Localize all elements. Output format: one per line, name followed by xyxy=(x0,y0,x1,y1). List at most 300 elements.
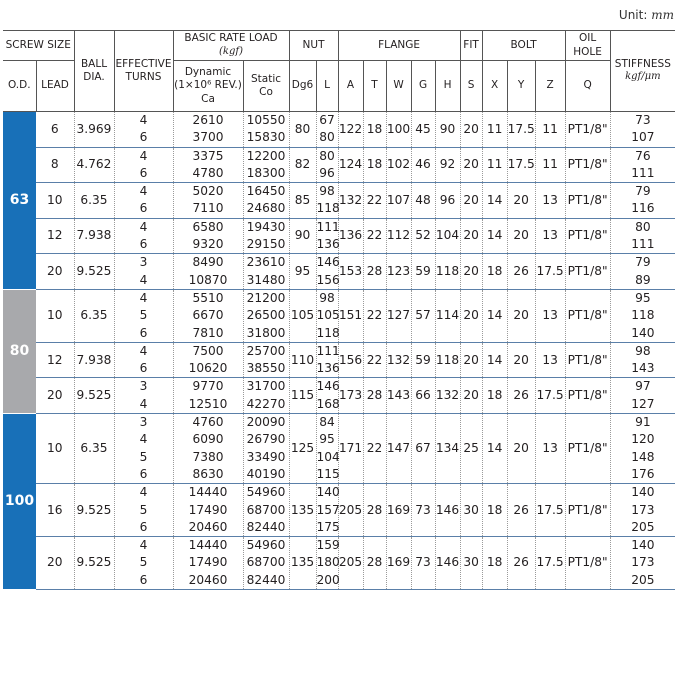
cell-line: 205 xyxy=(631,572,655,587)
cell-lead: 8 xyxy=(36,147,74,183)
cell-w: 100 xyxy=(386,112,411,148)
cell-line: 136 xyxy=(316,237,340,252)
cell-l xyxy=(316,537,338,590)
cell-line: 3 xyxy=(139,379,148,394)
cell-turns xyxy=(114,484,173,537)
header-bolt: BOLT xyxy=(482,31,565,61)
header-nut: NUT xyxy=(289,31,338,61)
cell-ball: 6.35 xyxy=(74,289,114,342)
cell-a: 173 xyxy=(338,378,363,414)
cell-turns xyxy=(114,147,173,183)
header-od: O.D. xyxy=(3,61,36,112)
cell-line: 79 xyxy=(635,184,651,199)
cell-line: 31480 xyxy=(246,272,286,287)
cell-h: 118 xyxy=(435,254,460,290)
cell-line: 111 xyxy=(631,165,655,180)
cell-q: PT1/8" xyxy=(565,378,610,414)
cell-y: 26 xyxy=(507,484,535,537)
cell-line: 7110 xyxy=(192,201,224,216)
cell-ball: 9.525 xyxy=(74,378,114,414)
cell-line: 73 xyxy=(635,113,651,127)
cell-t: 28 xyxy=(363,378,386,414)
cell-dyn xyxy=(173,537,243,590)
cell-turns xyxy=(114,112,173,148)
unit-prefix: Unit: xyxy=(618,8,648,22)
cell-stat xyxy=(243,342,289,378)
cell-g: 59 xyxy=(411,254,435,290)
cell-a: 153 xyxy=(338,254,363,290)
cell-line: 9320 xyxy=(192,237,224,252)
header-static: Static Co xyxy=(243,61,289,112)
cell-line: 98 xyxy=(635,343,651,358)
cell-z: 13 xyxy=(535,342,565,378)
cell-line: 4760 xyxy=(192,415,224,430)
cell-y: 20 xyxy=(507,342,535,378)
cell-line: 4 xyxy=(139,396,148,411)
cell-line: 2610 xyxy=(192,113,224,127)
cell-line: 80 xyxy=(319,130,335,145)
cell-line: 118 xyxy=(316,325,340,340)
cell-l xyxy=(316,342,338,378)
cell-dyn xyxy=(173,254,243,290)
cell-stat xyxy=(243,112,289,148)
cell-stat xyxy=(243,254,289,290)
cell-s: 20 xyxy=(460,218,482,254)
cell-stiff xyxy=(610,289,675,342)
cell-dg6: 85 xyxy=(289,183,316,219)
cell-line: 120 xyxy=(631,432,655,447)
cell-line: 6 xyxy=(139,361,148,376)
cell-z: 17.5 xyxy=(535,484,565,537)
cell-y: 20 xyxy=(507,289,535,342)
ball-screw-spec-table xyxy=(3,30,675,590)
header-flange: FLANGE xyxy=(338,31,460,61)
cell-stiff xyxy=(610,484,675,537)
cell-s: 20 xyxy=(460,378,482,414)
cell-g: 66 xyxy=(411,378,435,414)
cell-lead: 10 xyxy=(36,289,74,342)
table-row xyxy=(3,147,675,183)
cell-z: 13 xyxy=(535,218,565,254)
cell-lead: 10 xyxy=(36,183,74,219)
cell-line: 4 xyxy=(139,343,148,358)
cell-dyn xyxy=(173,183,243,219)
cell-dg6: 135 xyxy=(289,537,316,590)
cell-lead: 12 xyxy=(36,342,74,378)
cell-s: 30 xyxy=(460,537,482,590)
cell-line: 148 xyxy=(631,449,655,464)
cell-line: 3375 xyxy=(192,148,224,163)
cell-line: 3 xyxy=(139,255,148,270)
cell-line: 79 xyxy=(635,255,651,270)
cell-line: 26500 xyxy=(246,308,286,323)
cell-x: 18 xyxy=(482,484,507,537)
cell-line: 140 xyxy=(316,485,340,500)
header-s: S xyxy=(460,61,482,112)
cell-line: 15830 xyxy=(246,130,286,145)
cell-line: 10870 xyxy=(188,272,228,287)
header-h: H xyxy=(435,61,460,112)
cell-line: 19430 xyxy=(246,219,286,234)
header-x: X xyxy=(482,61,507,112)
cell-ball: 7.938 xyxy=(74,342,114,378)
cell-ball: 9.525 xyxy=(74,537,114,590)
cell-x: 14 xyxy=(482,414,507,484)
cell-t: 18 xyxy=(363,112,386,148)
cell-stiff xyxy=(610,537,675,590)
cell-line: 12200 xyxy=(246,148,286,163)
cell-x: 14 xyxy=(482,342,507,378)
cell-dyn xyxy=(173,342,243,378)
cell-a: 132 xyxy=(338,183,363,219)
cell-turns xyxy=(114,218,173,254)
cell-stat xyxy=(243,484,289,537)
cell-line: 4 xyxy=(139,432,148,447)
cell-line: 3 xyxy=(139,415,148,430)
header-l: L xyxy=(316,61,338,112)
cell-stat xyxy=(243,218,289,254)
cell-line: 6 xyxy=(139,572,148,587)
cell-line: 16450 xyxy=(246,184,286,199)
cell-line: 68700 xyxy=(246,502,286,517)
cell-line: 4 xyxy=(139,290,148,305)
cell-stiff xyxy=(610,183,675,219)
cell-l xyxy=(316,254,338,290)
table-row xyxy=(3,183,675,219)
cell-line: 12510 xyxy=(188,396,228,411)
cell-w: 147 xyxy=(386,414,411,484)
cell-line: 7500 xyxy=(192,343,224,358)
cell-line: 140 xyxy=(631,538,655,553)
cell-line: 6 xyxy=(139,130,148,145)
cell-line: 5 xyxy=(139,555,148,570)
cell-line: 10620 xyxy=(188,361,228,376)
cell-line: 89 xyxy=(635,272,651,287)
cell-h: 90 xyxy=(435,112,460,148)
cell-a: 136 xyxy=(338,218,363,254)
cell-line: 14440 xyxy=(188,538,228,553)
cell-line: 4 xyxy=(139,538,148,553)
cell-line: 82440 xyxy=(246,519,286,534)
cell-g: 52 xyxy=(411,218,435,254)
cell-y: 26 xyxy=(507,537,535,590)
cell-q: PT1/8" xyxy=(565,537,610,590)
cell-line: 31800 xyxy=(246,325,286,340)
cell-x: 14 xyxy=(482,183,507,219)
cell-line: 104 xyxy=(316,449,340,464)
cell-line: 7810 xyxy=(192,325,224,340)
cell-l xyxy=(316,183,338,219)
cell-a: 122 xyxy=(338,112,363,148)
cell-a: 205 xyxy=(338,484,363,537)
cell-h: 92 xyxy=(435,147,460,183)
cell-h: 146 xyxy=(435,537,460,590)
cell-z: 13 xyxy=(535,414,565,484)
header-ball-dia: BALL DIA. xyxy=(74,31,114,112)
cell-line: 146 xyxy=(316,255,340,270)
cell-y: 20 xyxy=(507,183,535,219)
header-q: Q xyxy=(565,61,610,112)
cell-y: 17.5 xyxy=(507,147,535,183)
cell-q: PT1/8" xyxy=(565,218,610,254)
cell-line: 5 xyxy=(139,449,148,464)
cell-dg6: 95 xyxy=(289,254,316,290)
cell-stiff xyxy=(610,112,675,148)
cell-q: PT1/8" xyxy=(565,342,610,378)
cell-line: 33490 xyxy=(246,449,286,464)
cell-line: 6670 xyxy=(192,308,224,323)
cell-stat xyxy=(243,414,289,484)
cell-line: 200 xyxy=(316,572,340,587)
od-cell: 100 xyxy=(3,414,36,590)
cell-y: 17.5 xyxy=(507,112,535,148)
cell-t: 18 xyxy=(363,147,386,183)
cell-q: PT1/8" xyxy=(565,289,610,342)
header-effective-turns: EFFECTIVE TURNS xyxy=(114,31,173,112)
cell-line: 23610 xyxy=(246,255,286,270)
header-t: T xyxy=(363,61,386,112)
header-screw-size: SCREW SIZE xyxy=(3,31,74,61)
cell-line: 6580 xyxy=(192,219,224,234)
cell-line: 97 xyxy=(635,379,651,394)
cell-dg6: 80 xyxy=(289,112,316,148)
cell-line: 168 xyxy=(316,396,340,411)
cell-s: 20 xyxy=(460,342,482,378)
cell-line: 3700 xyxy=(192,130,224,145)
cell-line: 140 xyxy=(631,325,655,340)
cell-line: 127 xyxy=(631,396,655,411)
cell-q: PT1/8" xyxy=(565,183,610,219)
cell-line: 84 xyxy=(319,415,335,430)
cell-line: 98 xyxy=(319,184,335,199)
cell-turns xyxy=(114,414,173,484)
cell-line: 5 xyxy=(139,308,148,323)
cell-x: 14 xyxy=(482,289,507,342)
cell-line: 6 xyxy=(139,237,148,252)
cell-line: 146 xyxy=(316,379,340,394)
cell-a: 205 xyxy=(338,537,363,590)
cell-stiff xyxy=(610,218,675,254)
cell-line: 42270 xyxy=(246,396,286,411)
cell-t: 28 xyxy=(363,484,386,537)
cell-line: 111 xyxy=(316,343,340,358)
cell-s: 20 xyxy=(460,254,482,290)
cell-line: 173 xyxy=(631,555,655,570)
cell-line: 175 xyxy=(316,519,340,534)
table-body xyxy=(3,112,675,590)
cell-turns xyxy=(114,342,173,378)
cell-g: 45 xyxy=(411,112,435,148)
cell-line: 6090 xyxy=(192,432,224,447)
cell-line: 5 xyxy=(139,502,148,517)
cell-line: 9770 xyxy=(192,379,224,394)
cell-dg6: 90 xyxy=(289,218,316,254)
cell-l xyxy=(316,378,338,414)
cell-t: 28 xyxy=(363,254,386,290)
cell-q: PT1/8" xyxy=(565,254,610,290)
cell-q: PT1/8" xyxy=(565,414,610,484)
cell-l xyxy=(316,147,338,183)
header-fit: FIT xyxy=(460,31,482,61)
cell-h: 118 xyxy=(435,342,460,378)
cell-line: 25700 xyxy=(246,343,286,358)
cell-ball: 3.969 xyxy=(74,112,114,148)
cell-line: 17490 xyxy=(188,502,228,517)
header-a: A xyxy=(338,61,363,112)
cell-line: 24680 xyxy=(246,201,286,216)
cell-line: 98 xyxy=(319,290,335,305)
cell-line: 10550 xyxy=(246,113,286,127)
cell-line: 115 xyxy=(316,466,340,481)
header-oil-hole: OIL HOLE xyxy=(565,31,610,61)
cell-h: 96 xyxy=(435,183,460,219)
cell-line: 107 xyxy=(631,130,655,145)
cell-line: 6 xyxy=(139,201,148,216)
table-header xyxy=(3,31,675,112)
cell-dyn xyxy=(173,112,243,148)
cell-w: 107 xyxy=(386,183,411,219)
cell-line: 6 xyxy=(139,519,148,534)
cell-g: 46 xyxy=(411,147,435,183)
cell-x: 14 xyxy=(482,218,507,254)
cell-q: PT1/8" xyxy=(565,112,610,148)
header-basic-rate-load: BASIC RATE LOAD (kgf) xyxy=(173,31,289,61)
cell-z: 17.5 xyxy=(535,254,565,290)
cell-ball: 7.938 xyxy=(74,218,114,254)
cell-line: 6 xyxy=(139,165,148,180)
cell-g: 73 xyxy=(411,537,435,590)
cell-z: 11 xyxy=(535,112,565,148)
header-y: Y xyxy=(507,61,535,112)
cell-line: 29150 xyxy=(246,237,286,252)
cell-dyn xyxy=(173,484,243,537)
table-row xyxy=(3,254,675,290)
cell-line: 96 xyxy=(319,165,335,180)
cell-a: 151 xyxy=(338,289,363,342)
cell-w: 169 xyxy=(386,484,411,537)
cell-stat xyxy=(243,537,289,590)
cell-line: 111 xyxy=(631,237,655,252)
cell-w: 102 xyxy=(386,147,411,183)
unit-label xyxy=(619,8,674,22)
cell-line: 116 xyxy=(631,201,655,216)
cell-line: 21200 xyxy=(246,290,286,305)
cell-line: 80 xyxy=(635,219,651,234)
cell-line: 156 xyxy=(316,272,340,287)
cell-w: 123 xyxy=(386,254,411,290)
cell-x: 18 xyxy=(482,537,507,590)
cell-line: 5020 xyxy=(192,184,224,199)
header-z: Z xyxy=(535,61,565,112)
cell-w: 143 xyxy=(386,378,411,414)
cell-stiff xyxy=(610,414,675,484)
cell-l xyxy=(316,289,338,342)
cell-line: 20090 xyxy=(246,415,286,430)
od-cell: 63 xyxy=(3,112,36,290)
cell-dyn xyxy=(173,218,243,254)
cell-z: 17.5 xyxy=(535,537,565,590)
cell-s: 25 xyxy=(460,414,482,484)
cell-dg6: 125 xyxy=(289,414,316,484)
table-row xyxy=(3,378,675,414)
cell-ball: 4.762 xyxy=(74,147,114,183)
table-row xyxy=(3,484,675,537)
cell-s: 20 xyxy=(460,112,482,148)
cell-line: 4 xyxy=(139,148,148,163)
cell-stat xyxy=(243,378,289,414)
header-lead: LEAD xyxy=(36,61,74,112)
cell-line: 82440 xyxy=(246,572,286,587)
cell-x: 11 xyxy=(482,112,507,148)
cell-g: 48 xyxy=(411,183,435,219)
cell-z: 13 xyxy=(535,183,565,219)
cell-line: 67 xyxy=(319,113,335,127)
cell-turns xyxy=(114,254,173,290)
table-row xyxy=(3,218,675,254)
cell-line: 20460 xyxy=(188,519,228,534)
cell-line: 54960 xyxy=(246,538,286,553)
cell-a: 156 xyxy=(338,342,363,378)
cell-dg6: 135 xyxy=(289,484,316,537)
cell-line: 159 xyxy=(316,538,340,553)
cell-w: 112 xyxy=(386,218,411,254)
table-row xyxy=(3,537,675,590)
unit-value: mm xyxy=(651,8,674,22)
cell-line: 18300 xyxy=(246,165,286,180)
cell-line: 205 xyxy=(631,519,655,534)
cell-w: 132 xyxy=(386,342,411,378)
cell-x: 11 xyxy=(482,147,507,183)
cell-t: 28 xyxy=(363,537,386,590)
cell-line: 111 xyxy=(316,219,340,234)
cell-l xyxy=(316,484,338,537)
cell-y: 26 xyxy=(507,378,535,414)
cell-line: 8490 xyxy=(192,255,224,270)
cell-stiff xyxy=(610,147,675,183)
cell-stiff xyxy=(610,378,675,414)
cell-line: 118 xyxy=(316,201,340,216)
cell-lead: 20 xyxy=(36,537,74,590)
cell-t: 22 xyxy=(363,218,386,254)
cell-x: 18 xyxy=(482,378,507,414)
cell-line: 143 xyxy=(631,361,655,376)
cell-ball: 6.35 xyxy=(74,183,114,219)
table-row xyxy=(3,112,675,148)
cell-dyn xyxy=(173,289,243,342)
cell-lead: 6 xyxy=(36,112,74,148)
cell-s: 20 xyxy=(460,183,482,219)
cell-line: 6 xyxy=(139,325,148,340)
cell-lead: 12 xyxy=(36,218,74,254)
cell-y: 26 xyxy=(507,254,535,290)
cell-line: 4 xyxy=(139,485,148,500)
od-cell: 80 xyxy=(3,289,36,413)
cell-l xyxy=(316,218,338,254)
cell-x: 18 xyxy=(482,254,507,290)
cell-ball: 9.525 xyxy=(74,484,114,537)
cell-line: 140 xyxy=(631,485,655,500)
cell-line: 173 xyxy=(631,502,655,517)
cell-line: 4 xyxy=(139,219,148,234)
cell-g: 59 xyxy=(411,342,435,378)
cell-turns xyxy=(114,378,173,414)
cell-line: 76 xyxy=(635,148,651,163)
cell-dg6: 110 xyxy=(289,342,316,378)
cell-dyn xyxy=(173,378,243,414)
cell-line: 6 xyxy=(139,466,148,481)
cell-w: 169 xyxy=(386,537,411,590)
cell-line: 54960 xyxy=(246,485,286,500)
